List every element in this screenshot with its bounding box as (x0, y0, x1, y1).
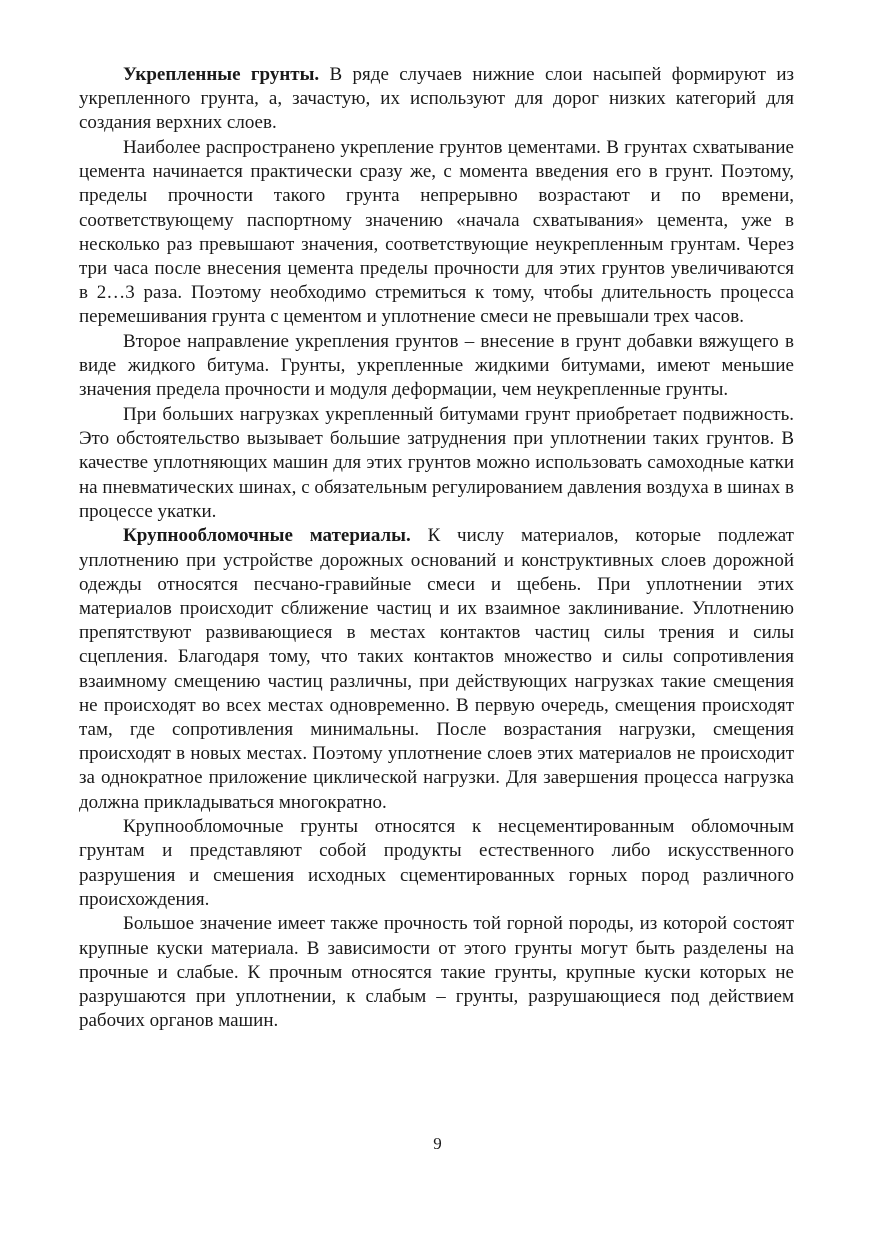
paragraph-text: При больших нагрузках укрепленный битумами грунт приобретает подвижность. Это обстоятельство вызывает большие затруднения при уплотнении таких грунтов. В качестве уплотняющих машин для этих грунтов можно использовать самоходные катки на пневматических шинах, с обязательным регулированием давления воздуха в шинах в процессе укатки. (79, 404, 794, 522)
paragraph-text: Второе направление укрепления грунтов – внесение в грунт добавки вяжущего в виде жидкого битума. Грунты, укрепленные жидкими битумами, имеют меньшие значения предела прочности и модуля деформации, чем неукрепленные грунты. (79, 331, 794, 401)
page-number: 9 (433, 1134, 442, 1153)
heading-coarse-materials: Крупнообломочные материалы. (123, 525, 411, 547)
paragraph-text: Наиболее распространено укрепление грунтов цементами. В грунтах схватывание цемента начинается практически сразу же, с момента введения его в грунт. Поэтому, пределы прочности такого грунта непрерывно возрастают и по времени, соответствующему паспортному значению «начала схватывания» цемента, уже в несколько раз превышают значения, соответствующие неукрепленным грунтам. Через три часа после внесения цемента пределы прочности для этих грунтов увеличиваются в 2…3 раза. Поэтому необходимо стремиться к тому, чтобы длительность процесса перемешивания грунта с цементом и уплотнение смеси не превышали трех часов. (79, 137, 794, 328)
paragraph-bitumen-compaction (79, 403, 794, 524)
paragraph-rock-strength (79, 912, 794, 1033)
paragraph-text: К числу материалов, которые подлежат уплотнению при устройстве дорожных оснований и конструктивных слоев дорожной одежды относятся песчано-гравийные смеси и щебень. При уплотнении этих материалов происходит сближение частиц и их взаимное заклинивание. Уплотнению препятствуют развивающиеся в местах контактов частиц силы трения и силы сцепления. Благодаря тому, что таких контактов множество и силы сопротивления взаимному смещению частиц различны, при действующих нагрузках такие смещения не происходят во всех местах одновременно. В первую очередь, смещения происходят там, где сопротивления минимальны. После возрастания нагрузки, смещения происходят в новых местах. Поэтому уплотнение слоев этих материалов не происходит за однократное приложение циклической нагрузки. Для завершения процесса нагрузка должна прикладываться многократно. (79, 525, 794, 813)
paragraph-coarse-materials (79, 524, 794, 814)
heading-reinforced-soils: Укрепленные грунты. (123, 64, 320, 85)
paragraph-cement-reinforcement (79, 136, 794, 330)
paragraph-bitumen-reinforcement (79, 330, 794, 403)
paragraph-text: Крупнообломочные грунты относятся к несцементированным обломочным грунтам и представляют собой продукты естественного либо искусственного разрушения и смешения исходных сцементированных горных пород различного происхождения. (79, 816, 794, 910)
paragraph-text: В ряде случаев нижние слои насыпей формируют из укрепленного грунта, а, зачастую, их используют для дорог низких категорий для создания верхних слоев. (79, 64, 794, 134)
paragraph-text: Большое значение имеет также прочность той горной породы, из которой состоят крупные куски материала. В зависимости от этого грунты могут быть разделены на прочные и слабые. К прочным относятся такие грунты, крупные куски которых не разрушаются при уплотнении, к слабым – грунты, разрушающиеся под действием рабочих органов машин. (79, 913, 794, 1032)
paragraph-reinforced-soils (79, 63, 794, 136)
body-text (79, 63, 794, 1034)
paragraph-coarse-soils (79, 815, 794, 912)
